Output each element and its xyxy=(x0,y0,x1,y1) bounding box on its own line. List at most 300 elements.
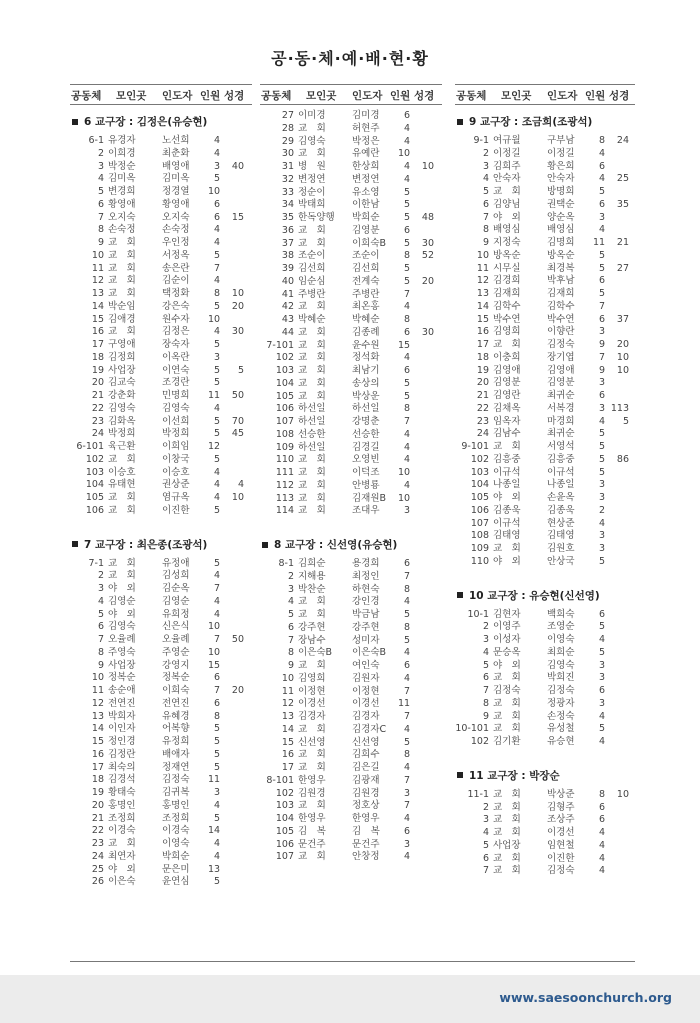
list-item xyxy=(70,558,252,571)
list-item xyxy=(70,864,252,877)
meeting-place: 조순이 xyxy=(298,250,326,262)
group-number: 3 xyxy=(287,583,294,595)
leader-name: 전연진 xyxy=(162,697,190,709)
leader-name: 구부남 xyxy=(547,135,575,146)
member-count: 4 xyxy=(213,402,220,414)
member-count: 13 xyxy=(208,863,221,875)
meeting-place: 황태숙 xyxy=(108,787,136,798)
list-item xyxy=(70,711,252,724)
list-item xyxy=(70,339,252,352)
group-number: 8 xyxy=(97,224,104,236)
list-item xyxy=(70,570,252,583)
list-item xyxy=(260,276,442,289)
list-item xyxy=(260,813,442,826)
list-item xyxy=(70,263,252,276)
list-item xyxy=(260,800,442,813)
meeting-place: 주병란 xyxy=(298,288,326,300)
list-item xyxy=(260,596,442,609)
member-count: 6 xyxy=(213,211,220,223)
list-item xyxy=(70,352,252,365)
group-number: 110 xyxy=(470,555,489,567)
leader-name: 김원경 xyxy=(352,787,380,799)
list-item xyxy=(455,301,635,314)
member-count: 7 xyxy=(403,685,410,697)
meeting-place: 김흥중 xyxy=(493,453,521,465)
list-item xyxy=(455,416,635,429)
group-number: 42 xyxy=(281,301,294,313)
leader-name: 김영숙 xyxy=(162,402,190,414)
meeting-place: 여규월 xyxy=(493,135,521,146)
member-count: 6 xyxy=(403,365,410,376)
group-number: 8 xyxy=(482,224,489,236)
member-count: 11 xyxy=(593,237,606,248)
list-item xyxy=(70,186,252,199)
leader-name: 유혜경 xyxy=(162,710,190,722)
leader-name: 문건주 xyxy=(352,838,380,850)
group-number: 107 xyxy=(275,851,294,863)
meeting-place: 문건주 xyxy=(298,838,326,850)
meeting-place: 김남수 xyxy=(493,428,521,440)
group-number: 7 xyxy=(482,211,489,223)
leader-name: 윤연심 xyxy=(162,876,190,888)
meeting-place: 김영애 xyxy=(493,364,521,376)
meeting-place: 박순임 xyxy=(108,300,136,312)
group-number: 4 xyxy=(482,173,489,185)
leader-name: 우인정 xyxy=(162,237,190,248)
list-item xyxy=(70,736,252,749)
group-number: 38 xyxy=(281,250,294,262)
list-item xyxy=(260,327,442,340)
group-number: 104 xyxy=(85,479,104,491)
leader-name: 김정숙 xyxy=(547,339,575,350)
bible-count: 10 xyxy=(616,351,629,363)
leader-name: 이덕조 xyxy=(352,467,380,478)
leader-name: 신선영 xyxy=(352,736,380,748)
list-item xyxy=(260,467,442,480)
list-item xyxy=(70,647,252,660)
section-title-text: 9 교구장 : 조금희(조광석) xyxy=(469,116,593,128)
member-count: 4 xyxy=(213,275,220,287)
member-count: 3 xyxy=(213,160,220,172)
meeting-place: 정복순 xyxy=(108,672,136,684)
meeting-place: 안숙자 xyxy=(493,173,521,185)
meeting-place: 김영숙 xyxy=(108,402,136,414)
meeting-place: 교 회 xyxy=(298,596,326,608)
group-number: 102 xyxy=(275,787,294,799)
group-number: 106 xyxy=(470,504,489,516)
meeting-place: 교 회 xyxy=(298,390,326,402)
list-item xyxy=(70,326,252,339)
member-count: 7 xyxy=(403,800,410,812)
leader-name: 권상준 xyxy=(162,479,190,491)
list-item xyxy=(260,250,442,263)
list-item xyxy=(455,518,635,531)
list-item xyxy=(70,698,252,711)
group-number: 5 xyxy=(482,839,489,851)
group-number: 40 xyxy=(281,275,294,287)
meeting-place: 변경희 xyxy=(108,186,136,197)
member-count: 4 xyxy=(213,466,220,478)
meeting-place: 이성자 xyxy=(493,634,521,645)
meeting-place: 야 외 xyxy=(493,659,521,671)
leader-name: 이선희 xyxy=(162,415,190,427)
list-item xyxy=(455,339,635,352)
meeting-place: 김영분 xyxy=(493,377,521,389)
group-number: 13 xyxy=(281,711,294,722)
bible-count: 27 xyxy=(616,262,629,274)
group-list xyxy=(260,110,442,518)
group-number: 27 xyxy=(281,110,294,121)
group-number: 8 xyxy=(287,647,294,659)
meeting-place: 이은숙B xyxy=(298,647,333,659)
meeting-place: 교 회 xyxy=(298,352,326,364)
leader-name: 유예란 xyxy=(352,148,380,160)
list-item xyxy=(455,543,635,556)
column-header xyxy=(260,84,442,105)
leader-name: 박희순 xyxy=(352,212,380,223)
meeting-place: 교 회 xyxy=(108,262,136,274)
leader-name: 허현주 xyxy=(352,122,380,134)
member-count: 3 xyxy=(213,787,220,798)
group-number: 5 xyxy=(482,186,489,197)
bottom-divider xyxy=(70,961,635,962)
group-number: 17 xyxy=(91,761,104,773)
meeting-place: 교 회 xyxy=(108,275,136,287)
member-count: 5 xyxy=(598,453,605,465)
meeting-place: 지해용 xyxy=(298,570,326,582)
meeting-place: 김양님 xyxy=(493,198,521,210)
leader-name: 김원호 xyxy=(547,543,575,554)
leader-name: 박희진 xyxy=(547,672,575,684)
leader-name: 안병룡 xyxy=(352,479,380,491)
meeting-place: 교 회 xyxy=(108,557,136,569)
list-item xyxy=(260,686,442,699)
group-number: 104 xyxy=(470,479,489,491)
leader-name: 박상준 xyxy=(547,788,575,800)
member-count: 6 xyxy=(213,697,220,709)
leader-name: 나종일 xyxy=(547,479,575,491)
leader-name: 이영숙 xyxy=(547,634,575,645)
list-item xyxy=(455,314,635,327)
leader-name: 김경자C xyxy=(352,723,387,735)
member-count: 9 xyxy=(598,339,605,350)
group-list xyxy=(455,135,635,569)
group-number: 109 xyxy=(470,543,489,554)
leader-name: 성미자 xyxy=(352,634,380,646)
group-number: 21 xyxy=(91,390,104,401)
meeting-place: 하선일 xyxy=(298,403,326,415)
header-h3: 인도자 xyxy=(547,90,578,102)
list-item xyxy=(455,161,635,174)
group-number: 14 xyxy=(281,723,294,735)
bible-count: 10 xyxy=(231,288,244,299)
list-item xyxy=(260,352,442,365)
meeting-place: 교 회 xyxy=(298,609,326,620)
header-h2: 모인곳 xyxy=(306,90,337,102)
leader-name: 강주현 xyxy=(352,621,380,633)
list-item xyxy=(455,789,635,802)
meeting-place: 김정란 xyxy=(108,748,136,760)
member-count: 4 xyxy=(403,135,410,147)
group-number: 102 xyxy=(470,453,489,465)
group-number: 102 xyxy=(275,352,294,364)
member-count: 5 xyxy=(213,173,220,185)
section-title-text: 10 교구장 : 유승현(신선영) xyxy=(469,589,600,602)
list-item xyxy=(455,275,635,288)
leader-name: 조순이 xyxy=(352,250,380,262)
leader-name: 하현숙 xyxy=(352,583,380,595)
leader-name: 김영분 xyxy=(547,377,575,389)
meeting-place: 교 회 xyxy=(493,441,521,452)
member-count: 6 xyxy=(403,326,410,338)
list-item xyxy=(455,212,635,225)
meeting-place: 교 회 xyxy=(108,570,136,582)
member-count: 6 xyxy=(598,160,605,172)
list-item xyxy=(260,161,442,174)
meeting-place: 교 회 xyxy=(108,326,136,338)
group-number: 18 xyxy=(91,351,104,363)
member-count: 8 xyxy=(403,749,410,761)
member-count: 7 xyxy=(403,570,410,582)
bible-count: 5 xyxy=(622,415,629,427)
group-number: 9 xyxy=(97,237,104,248)
meeting-place: 교 회 xyxy=(493,339,521,350)
member-count: 5 xyxy=(403,263,410,274)
meeting-place: 교 회 xyxy=(298,237,326,249)
group-number: 8 xyxy=(482,697,489,709)
member-count: 5 xyxy=(213,415,220,427)
group-number: 2 xyxy=(482,801,489,813)
list-item xyxy=(260,584,442,597)
leader-name: 박정은 xyxy=(352,135,380,147)
bible-count: 20 xyxy=(231,300,244,312)
group-number: 10 xyxy=(281,672,294,684)
meeting-place: 교 회 xyxy=(493,801,521,813)
group-number: 6 xyxy=(97,198,104,210)
leader-name: 어복향 xyxy=(162,723,190,735)
leader-name: 안상국 xyxy=(547,555,575,567)
list-item xyxy=(260,314,442,327)
member-count: 5 xyxy=(213,736,220,747)
group-number: 104 xyxy=(275,813,294,824)
group-number: 102 xyxy=(470,736,489,747)
leader-name: 현상준 xyxy=(547,517,575,529)
list-item xyxy=(260,429,442,442)
group-number: 109 xyxy=(275,441,294,453)
column-header xyxy=(455,84,635,105)
list-item xyxy=(455,148,635,161)
leader-name: 이경선 xyxy=(547,827,575,838)
bible-count: 25 xyxy=(616,173,629,185)
member-count: 7 xyxy=(403,416,410,427)
member-count: 3 xyxy=(403,838,410,850)
group-number: 112 xyxy=(275,479,294,491)
group-number: 41 xyxy=(281,288,294,300)
leader-name: 최귀순 xyxy=(547,390,575,401)
member-count: 4 xyxy=(213,570,220,582)
bible-count: 48 xyxy=(421,212,434,223)
group-number: 107 xyxy=(470,517,489,529)
list-item xyxy=(70,774,252,787)
member-count: 5 xyxy=(403,186,410,198)
group-number: 103 xyxy=(85,466,104,478)
meeting-place: 야 외 xyxy=(493,555,521,567)
member-count: 4 xyxy=(598,147,605,159)
group-number: 34 xyxy=(281,199,294,211)
leader-name: 장숙자 xyxy=(162,339,190,350)
group-number: 14 xyxy=(91,723,104,735)
member-count: 4 xyxy=(403,352,410,364)
column-header xyxy=(70,84,252,105)
meeting-place: 이영주 xyxy=(493,621,521,633)
leader-name: 김영순 xyxy=(162,595,190,607)
list-item xyxy=(455,326,635,339)
meeting-place: 장남수 xyxy=(298,634,326,646)
meeting-place: 교 회 xyxy=(298,749,326,761)
member-count: 12 xyxy=(208,441,221,452)
leader-name: 이창국 xyxy=(162,453,190,465)
meeting-place: 김영숙 xyxy=(108,621,136,633)
group-number: 12 xyxy=(91,697,104,709)
list-item xyxy=(70,660,252,673)
member-count: 4 xyxy=(213,608,220,620)
meeting-place: 육근환 xyxy=(108,441,136,452)
meeting-place: 하선일 xyxy=(298,416,326,427)
leader-name: 정석화 xyxy=(352,352,380,364)
member-count: 6 xyxy=(403,110,410,121)
member-count: 6 xyxy=(403,825,410,837)
bible-count: 50 xyxy=(231,390,244,401)
list-item xyxy=(260,737,442,750)
section-title-text: 8 교구장 : 신선영(유승현) xyxy=(274,539,398,551)
list-item xyxy=(260,403,442,416)
member-count: 3 xyxy=(598,326,605,338)
member-count: 5 xyxy=(403,275,410,287)
member-count: 5 xyxy=(598,262,605,274)
group-number: 30 xyxy=(281,148,294,160)
meeting-place: 박수연 xyxy=(493,313,521,325)
group-number: 2 xyxy=(482,147,489,159)
group-number: 17 xyxy=(281,762,294,773)
meeting-place: 지정숙 xyxy=(493,237,521,248)
list-item xyxy=(455,403,635,416)
leader-name: 조대우 xyxy=(352,505,380,517)
member-count: 4 xyxy=(598,710,605,722)
group-number: 9-101 xyxy=(461,441,489,452)
member-count: 4 xyxy=(403,647,410,659)
member-count: 3 xyxy=(598,530,605,542)
list-item xyxy=(70,621,252,634)
leader-name: 이경숙 xyxy=(162,825,190,837)
leader-name: 김귀복 xyxy=(162,787,190,798)
leader-name: 오지숙 xyxy=(162,211,190,223)
member-count: 6 xyxy=(403,660,410,671)
meeting-place: 김정숙 xyxy=(493,685,521,696)
list-item xyxy=(70,454,252,467)
group-number: 32 xyxy=(281,173,294,185)
meeting-place: 구영애 xyxy=(108,339,136,350)
member-count: 4 xyxy=(403,441,410,453)
meeting-place: 야 외 xyxy=(493,211,521,223)
meeting-place: 오율례 xyxy=(108,634,136,645)
group-number: 15 xyxy=(281,736,294,748)
list-item xyxy=(70,250,252,263)
meeting-place: 교 회 xyxy=(493,865,521,877)
group-number: 6 xyxy=(482,852,489,864)
meeting-place: 야 외 xyxy=(108,608,136,620)
section-title-text: 7 교구장 : 최은종(조광석) xyxy=(84,538,208,551)
leader-name: 김성희 xyxy=(162,570,190,582)
meeting-place: 유경자 xyxy=(108,135,136,146)
list-item xyxy=(260,673,442,686)
member-count: 4 xyxy=(213,237,220,248)
group-number: 24 xyxy=(91,428,104,440)
member-count: 6 xyxy=(598,608,605,620)
group-number: 103 xyxy=(275,365,294,376)
member-count: 4 xyxy=(598,865,605,877)
member-count: 5 xyxy=(598,249,605,261)
group-number: 13 xyxy=(91,710,104,722)
list-item xyxy=(455,199,635,212)
list-item xyxy=(70,749,252,762)
group-number: 26 xyxy=(91,876,104,888)
leader-name: 김형주 xyxy=(547,801,575,813)
list-item xyxy=(260,454,442,467)
group-number: 14 xyxy=(91,300,104,312)
meeting-place: 사업장 xyxy=(108,659,136,671)
leader-name: 서영석 xyxy=(547,441,575,452)
member-count: 5 xyxy=(598,621,605,633)
list-item xyxy=(70,441,252,454)
member-count: 11 xyxy=(208,390,221,401)
leader-name: 마경희 xyxy=(547,415,575,427)
meeting-place: 김선희 xyxy=(298,263,326,274)
leader-name: 이희숙 xyxy=(162,685,190,696)
list-item xyxy=(70,825,252,838)
leader-name: 김학수 xyxy=(547,300,575,312)
group-number: 22 xyxy=(91,825,104,837)
meeting-place: 손숙정 xyxy=(108,224,136,236)
list-item xyxy=(260,442,442,455)
member-count: 4 xyxy=(403,672,410,684)
group-number: 113 xyxy=(275,492,294,504)
list-item xyxy=(70,813,252,826)
group-number: 17 xyxy=(91,339,104,350)
meeting-place: 박정순 xyxy=(108,160,136,172)
member-count: 5 xyxy=(213,249,220,261)
list-item xyxy=(455,634,635,647)
section-title-text: 6 교구장 : 김정은(유승현) xyxy=(84,116,208,128)
member-count: 5 xyxy=(213,876,220,888)
member-count: 4 xyxy=(403,301,410,313)
square-bullet-icon xyxy=(262,542,268,548)
leader-name: 최남기 xyxy=(352,365,380,376)
leader-name: 선승한 xyxy=(352,428,380,440)
meeting-place: 김기환 xyxy=(493,736,521,747)
member-count: 4 xyxy=(403,479,410,491)
leader-name: 강은숙 xyxy=(162,300,190,312)
member-count: 2 xyxy=(598,504,605,516)
leader-name: 백희숙 xyxy=(547,608,575,620)
list-item xyxy=(260,238,442,251)
meeting-place: 박혜순 xyxy=(298,314,326,325)
meeting-place: 김희주 xyxy=(493,160,521,172)
group-number: 7 xyxy=(97,211,104,223)
group-list xyxy=(70,558,252,890)
group-number: 105 xyxy=(275,390,294,402)
header-h1: 공동체 xyxy=(261,90,292,102)
list-item xyxy=(260,378,442,391)
